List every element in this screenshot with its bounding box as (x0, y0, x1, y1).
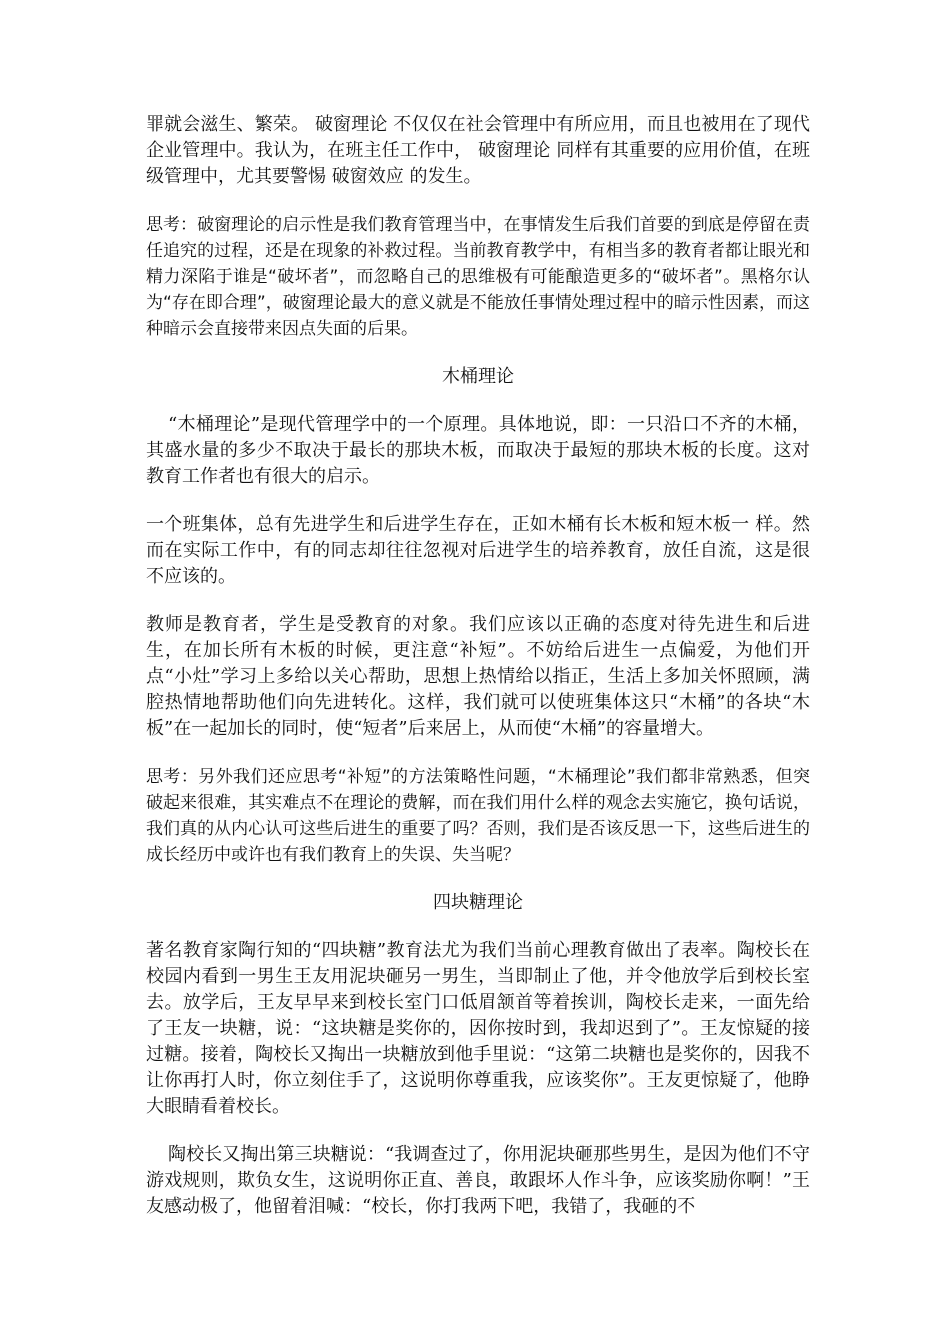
paragraph-broken-window-end: 罪就会滋生、繁荣。 破窗理论 不仅仅在社会管理中有所应用，而且也被用在了现代企业管理中。我认为，在班主任工作中， 破窗理论 同样有其重要的应用价值，在班级管理中，尤其要警惕 破窗效应 的发生。 (146, 114, 810, 187)
paragraph-barrel-teacher: 教师是教育者，学生是受教育的对象。我们应该以正确的态度对待先进生和后进生，在加长所有木板的时候，更注意“补短”。不妨给后进生一点偏爱，为他们开点“小灶”学习上多给以关心帮助，思想上热情给以指正，生活上多加关怀照顾，满腔热情地帮助他们向先进转化。这样，我们就可以使班集体这只“木桶”的各块“木板”在一起加长的同时，使“短者”后来居上，从而使“木桶”的容量增大。 (146, 614, 810, 739)
paragraph-barrel-class: 一个班集体，总有先进学生和后进学生存在，正如木桶有长木板和短木板一 样。然而在实际工作中，有的同志却往往忽视对后进学生的培养教育，放任自流，这是很不应该的。 (146, 514, 810, 587)
document-page (146, 112, 810, 1242)
section-heading-barrel-theory: 木桶理论 (442, 366, 514, 387)
paragraph-four-candies-story: 著名教育家陶行知的“四块糖”教育法尤为我们当前心理教育做出了表率。陶校长在校园内看到一男生王友用泥块砸另一男生，当即制止了他，并令他放学后到校长室去。放学后，王友早早来到校长室门口低眉颔首等着挨训，陶校长走来，一面先给了王友一块糖，说：“这块糖是奖你的，因你按时到，我却迟到了”。王友惊疑的接过糖。接着，陶校长又掏出一块糖放到他手里说：“这第二块糖也是奖你的，因我不让你再打人时，你立刻住手了，这说明你尊重我，应该奖你”。王友更惊疑了，他睁大眼睛看着校长。 (146, 940, 810, 1117)
paragraph-four-candies-third: 陶校长又掏出第三块糖说：“我调查过了，你用泥块砸那些男生，是因为他们不守游戏规则，欺负女生，这说明你正直、善良，敢跟坏人作斗争，应该奖励你啊！”王友感动极了，他留着泪喊：“校长，你打我两下吧，我错了，我砸的不 (146, 1144, 810, 1217)
reflection-broken-window: 思考：破窗理论的启示性是我们教育管理当中，在事情发生后我们首要的到底是停留在责任追究的过程，还是在现象的补救过程。当前教育教学中，有相当多的教育者都让眼光和精力深陷于谁是“破坏者”，而忽略自己的思维极有可能酿造更多的“破坏者”。黑格尔认为“存在即合理”，破窗理论最大的意义就是不能放任事情处理过程中的暗示性因素，而这种暗示会直接带来因点失面的后果。 (146, 215, 810, 339)
section-heading-four-candies: 四块糖理论 (433, 892, 523, 913)
paragraph-barrel-intro: “木桶理论”是现代管理学中的一个原理。具体地说，即：一只沿口不齐的木桶，其盛水量的多少不取决于最长的那块木板，而取决于最短的那块木板的长度。这对教育工作者也有很大的启示。 (146, 414, 810, 487)
reflection-barrel: 思考：另外我们还应思考“补短”的方法策略性问题，“木桶理论”我们都非常熟悉，但突破起来很难，其实难点不在理论的费解，而在我们用什么样的观念去实施它，换句话说，我们真的从内心认可这些后进生的重要了吗？否则，我们是否该反思一下，这些后进生的成长经历中或许也有我们教育上的失误、失当呢？ (146, 767, 810, 865)
